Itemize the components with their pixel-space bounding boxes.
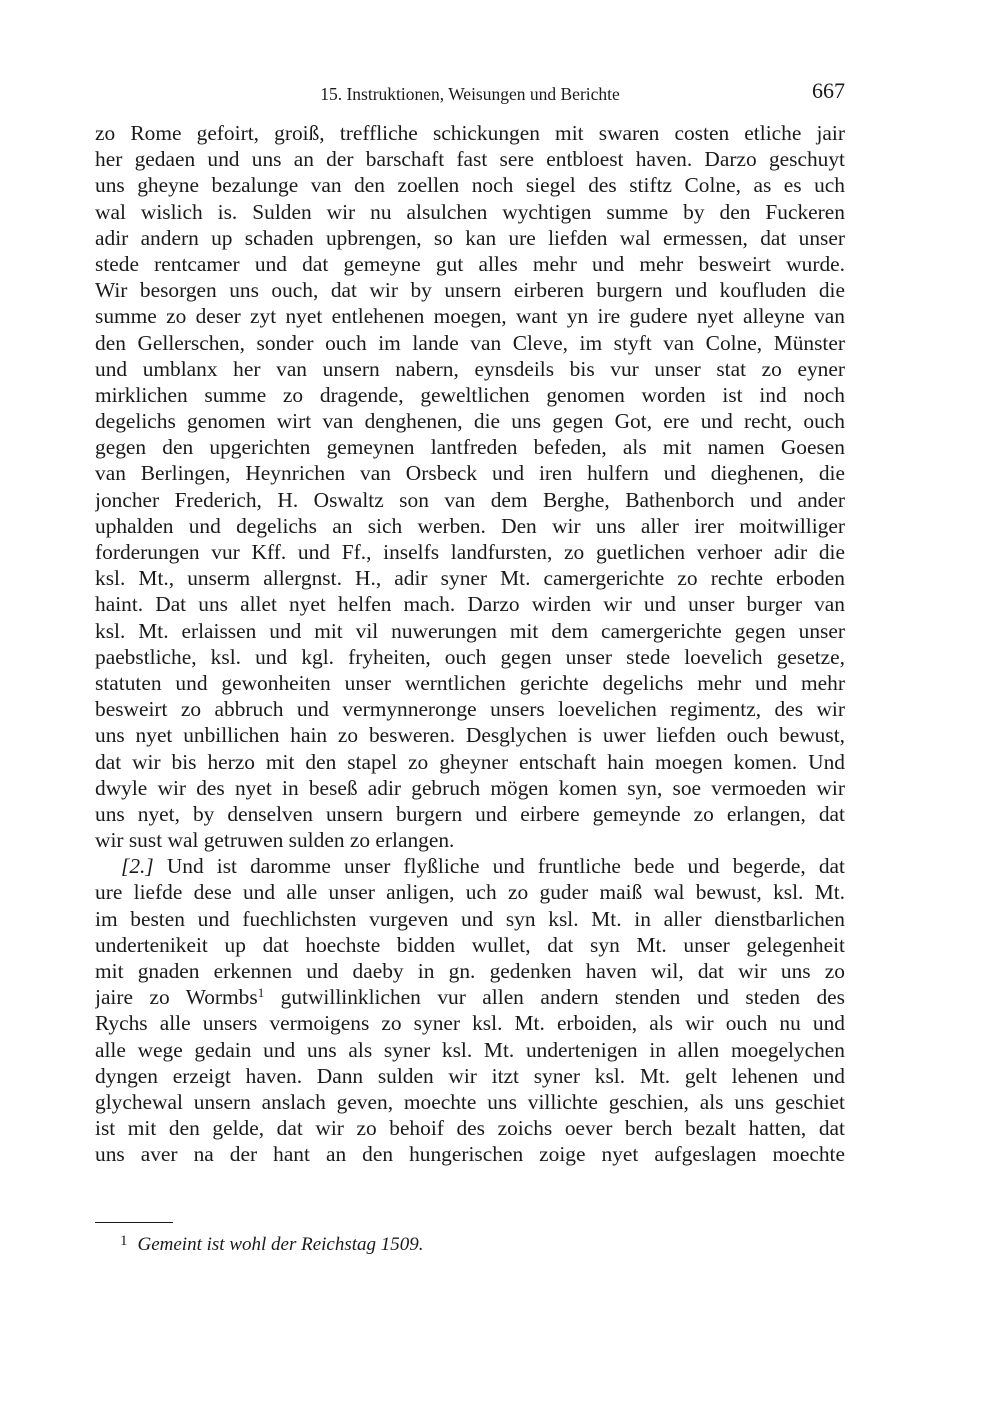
line-text: jaire zo Wormbs [95,985,258,1010]
text-line: dat wir bis herzo mit den stapel zo gheyner entschaft hain moegen komen. Und [95,749,845,774]
text-line: wal wislich is. Sulden wir nu alsulchen wychtigen summe by den Fuckeren [95,199,845,224]
text-line: uns gheyne bezalunge van den zoellen noch siegel des stiftz Colne, as es uch [95,173,845,198]
text-line: undertenikeit up dat hoechste bidden wullet, dat syn Mt. unser gelegenheit [95,932,845,957]
text-line [95,984,845,1010]
text-line: adir andern up schaden upbrengen, so kan ure liefden wal ermessen, dat unser [95,225,845,250]
main-text [95,120,845,1168]
text-line: ure liefde dese und alle unser anligen, uch zo guder maiß wal bewust, ksl. Mt. [95,880,845,905]
text-line: und umblanx her van unsern nabern, eynsdeils bis vur unser stat zo eyner [95,356,845,381]
line-text: gutwillinklichen vur allen andern stenden und steden des [264,985,845,1010]
running-title: 15. Instruktionen, Weisungen und Berichte [320,84,620,104]
footnote-divider [95,1222,173,1223]
text-line: uns aver na der hant an den hungerischen zoige nyet aufgeslagen moechte [95,1142,845,1167]
text-line: uns nyet unbillichen hain zo besweren. Desglychen is uwer liefden ouch bewust, [95,723,845,748]
text-line: im besten und fuechlichsten vurgeven und syn ksl. Mt. in aller dienstbarlichen [95,906,845,931]
footnote-reference[interactable]: 1 [257,985,265,1001]
text-line: den Gellerschen, sonder ouch im lande van Cleve, im styft van Colne, Münster [95,330,845,355]
text-line: dwyle wir des nyet in beseß adir gebruch mögen komen syn, soe vermoeden wir [95,775,845,800]
text-line [95,853,845,879]
footnote-number: 1 [120,1233,128,1249]
paragraph-1 [95,120,845,853]
text-line: ist mit den gelde, dat wir zo behoif des zoichs oever berch bezalt hatten, dat [95,1116,845,1141]
text-line: stede rentcamer und dat gemeyne gut alles mehr und mehr besweirt wurde. [95,251,845,276]
text-line: forderungen vur Kff. und Ff., inselfs landfursten, zo guetlichen verhoer adir die [95,540,845,564]
text-line: ksl. Mt., unserm allergnst. H., adir syner Mt. camergerichte zo rechte erboden [95,566,845,591]
text-line: her gedaen und uns an der barschaft fast sere entbloest haven. Darzo geschuyt [95,147,845,172]
section-marker: [2.] [121,854,154,879]
text-line: zo Rome gefoirt, groiß, treffliche schickungen mit swaren costen etliche jair [95,121,845,145]
text-line: alle wege gedain und uns als syner ksl. Mt. undertenigen in allen moegelychen [95,1037,845,1062]
text-line: van Berlingen, Heynrichen van Orsbeck und iren hulfern und dieghenen, die [95,461,845,486]
text-line: statuten und gewonheiten unser werntlichen gerichte degelichs mehr und mehr [95,670,845,695]
text-line: besweirt zo abbruch und vermynneronge unsers loevelichen regimentz, des wir [95,697,845,722]
text-line: haint. Dat uns allet nyet helfen mach. Darzo wirden wir und unser burger van [95,592,845,617]
text-line: gegen den upgerichten gemeynen lantfreden befeden, als mit namen Goesen [95,435,845,460]
text-line: Rychs alle unsers vermoigens zo syner ksl. Mt. erboiden, als wir ouch nu und [95,1011,845,1036]
footnote [120,1228,424,1258]
paragraph-2 [95,853,845,1167]
text-line: glychewal unsern anslach geven, moechte uns villichte geschien, als uns geschiet [95,1089,845,1114]
text-line: degelichs genomen wirt van denghenen, die uns gegen Got, ere und recht, ouch [95,409,845,434]
page-number: 667 [812,78,845,103]
text-line: wir sust wal getruwen sulden zo erlangen. [95,828,455,853]
text-line: mit gnaden erkennen und daeby in gn. gedenken haven wil, dat wir uns zo [95,959,845,983]
text-line: uphalden und degelichs an sich werben. Den wir uns aller irer moitwilliger [95,513,845,538]
text-line: mirklichen summe zo dragende, geweltlichen genomen worden ist ind noch [95,382,845,407]
text-line: summe zo deser zyt nyet entlehenen moegen, want yn ire gudere nyet alleyne van [95,304,845,329]
text-line: joncher Frederich, H. Oswaltz son van dem Berghe, Bathenborch und ander [95,487,845,512]
text-line: uns nyet, by denselven unsern burgern und eirbere gemeynde zo erlangen, dat [95,801,845,826]
text-line: Wir besorgen uns ouch, dat wir by unsern eirberen burgern und koufluden die [95,278,845,303]
text-line: paebstliche, ksl. und kgl. fryheiten, ouch gegen unser stede loevelich gesetze, [95,644,845,669]
line-text: Und ist daromme unser flyßliche und fruntliche bede und begerde, dat [166,854,845,879]
footnote-text: Gemeint ist wohl der Reichstag 1509. [137,1234,424,1255]
page-header [95,78,845,108]
text-line: dyngen erzeigt haven. Dann sulden wir itzt syner ksl. Mt. gelt lehenen und [95,1063,845,1088]
text-line: ksl. Mt. erlaissen und mit vil nuwerungen mit dem camergerichte gegen unser [95,618,845,643]
